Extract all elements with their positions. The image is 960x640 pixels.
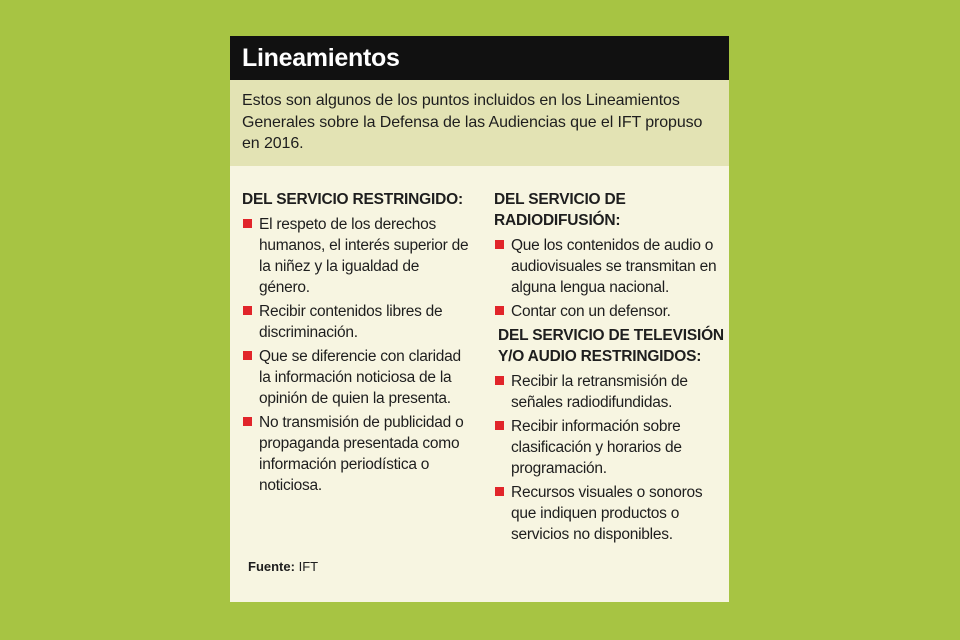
lineamientos-card (230, 36, 729, 602)
list-item (494, 301, 726, 322)
bullet-square-icon (243, 417, 252, 426)
list-item-text: Que se diferencie con claridad la información noticiosa de la opinión de quien la presenta. (259, 348, 461, 407)
heading-servicio-restringido: DEL SERVICIO RESTRINGIDO: (242, 191, 463, 208)
list-item-text: El respeto de los derechos humanos, el interés superior de la niñez y la igualdad de género. (259, 216, 469, 296)
bullet-square-icon (495, 306, 504, 315)
bullet-square-icon (495, 487, 504, 496)
source-label: Fuente: (248, 559, 295, 574)
heading-servicio-radiodifusion: DEL SERVICIO DE RADIODIFUSIÓN: (494, 191, 626, 229)
list-item (242, 301, 470, 343)
heading-television-audio-restringidos: DEL SERVICIO DE TELEVISIÓN Y/O AUDIO RESTRINGIDOS: (498, 327, 724, 365)
list-item (494, 482, 726, 545)
list-item-text: Recibir contenidos libres de discriminación. (259, 303, 443, 341)
left-column (242, 189, 470, 499)
list-servicio-restringido (242, 214, 470, 496)
list-item-text: Recursos visuales o sonoros que indiquen productos o servicios no disponibles. (511, 484, 703, 543)
bullet-square-icon (243, 351, 252, 360)
intro-band (230, 80, 729, 166)
card-title: Lineamientos (242, 44, 400, 72)
list-item-text: Contar con un defensor. (511, 303, 671, 320)
list-item-text: Recibir información sobre clasificación y horarios de programación. (511, 418, 682, 477)
list-item-text: Recibir la retransmisión de señales radiodifundidas. (511, 373, 688, 411)
source-value: IFT (298, 559, 319, 574)
list-item (242, 412, 470, 496)
right-column (494, 189, 726, 548)
list-item (494, 371, 726, 413)
list-item-text: Que los contenidos de audio o audiovisuales se transmitan en alguna lengua nacional. (511, 237, 717, 296)
bullet-square-icon (495, 240, 504, 249)
list-television-audio-restringidos (494, 371, 726, 545)
list-item (494, 416, 726, 479)
list-servicio-radiodifusion (494, 235, 726, 322)
list-item (242, 214, 470, 298)
bullet-square-icon (243, 219, 252, 228)
list-item-text: No transmisión de publicidad o propaganda presentada como información periodística o noticiosa. (259, 414, 464, 494)
list-item (494, 235, 726, 298)
source-note (248, 559, 318, 575)
bullet-square-icon (495, 376, 504, 385)
bullet-square-icon (495, 421, 504, 430)
list-item (242, 346, 470, 409)
bullet-square-icon (243, 306, 252, 315)
intro-text: Estos son algunos de los puntos incluidos en los Lineamientos Generales sobre la Defensa de las Audiencias que el IFT propuso en 2016. (242, 92, 703, 152)
title-bar (230, 36, 729, 80)
